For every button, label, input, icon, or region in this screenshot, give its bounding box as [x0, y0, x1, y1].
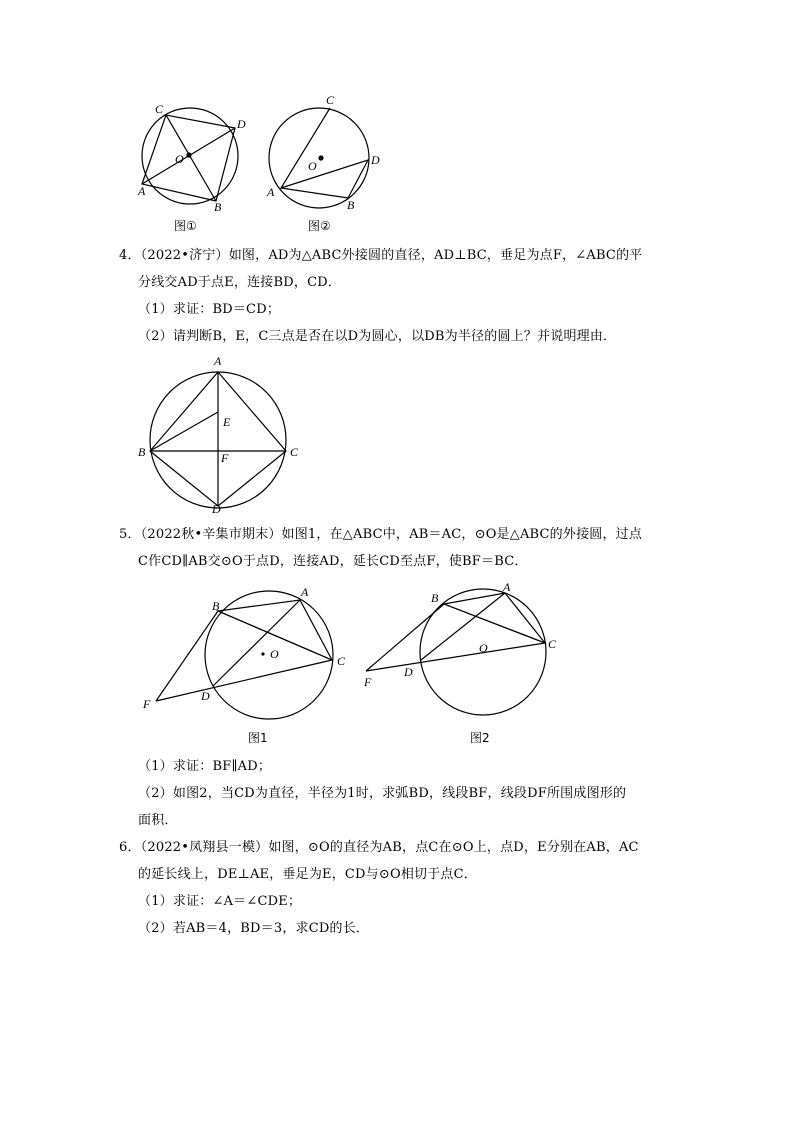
q5-part2-line2: 面积． [138, 813, 178, 828]
figure-caption: 图② [308, 219, 331, 233]
label-A: A [267, 185, 275, 199]
label-D: D [201, 689, 210, 703]
q5-part2-line1: （2）如图2，当CD为直径，半径为1时，求弧BD，线段BF，线段DF所围成图形的 [138, 786, 627, 801]
label-D: D [212, 502, 221, 516]
q6-part1: （1）求证：∠A＝∠CDE； [138, 894, 302, 909]
q5-figure-1 [138, 580, 348, 750]
label-O: O [479, 641, 488, 655]
label-B: B [138, 445, 146, 459]
label-B: B [347, 198, 355, 212]
q5-part1: （1）求证：BF∥AD； [138, 759, 272, 774]
label-C: C [290, 445, 299, 459]
q3-figure-2 [258, 92, 393, 238]
label-F: F [143, 697, 151, 711]
q5-stem-line1: 5．（2022秋•辛集市期末）如图1，在△ABC中，AB＝AC，⊙O是△ABC的外接圆，过点 [119, 527, 643, 542]
q4-part1: （1）求证：BD＝CD； [138, 302, 281, 317]
label-B: B [212, 599, 220, 613]
q6-stem-line1: 6．（2022•凤翔县一模）如图，⊙O的直径为AB，点C在⊙O上，点D，E分别在AB，AC [119, 840, 639, 855]
label-D: D [371, 153, 380, 167]
label-C: C [155, 102, 164, 116]
q4-part2: （2）请判断B，E，C三点是否在以D为圆心，以DB为半径的圆上？并说明理由． [138, 329, 617, 344]
label-A: A [138, 184, 146, 198]
label-F: F [221, 451, 229, 465]
label-C: C [337, 654, 346, 668]
label-A: A [301, 585, 309, 599]
label-C: C [548, 637, 557, 651]
figure-caption: 图2 [470, 731, 490, 745]
label-E: E [223, 415, 231, 429]
q5-figure-2 [358, 580, 568, 750]
q3-figure-1 [130, 98, 260, 238]
q5-stem-line2: C作CD∥AB交⊙O于点D，连接AD，延长CD至点F，使BF＝BC． [138, 554, 528, 569]
label-D: D [404, 665, 413, 679]
label-F: F [364, 675, 372, 689]
q6-stem-line2: 的延长线上，DE⊥AE，垂足为E，CD与⊙O相切于点C． [138, 867, 477, 882]
label-O: O [270, 647, 279, 661]
label-B: B [214, 200, 222, 214]
label-B: B [431, 591, 439, 605]
figure-caption: 图① [174, 219, 197, 233]
q4-stem-line1: 4．（2022•济宁）如图，AD为△ABC外接圆的直径，AD⊥BC，垂足为点F，∠ABC的平 [119, 248, 643, 263]
label-D: D [237, 117, 246, 131]
label-O: O [308, 159, 317, 173]
label-A: A [214, 354, 222, 368]
q6-part2: （2）若AB＝4，BD＝3，求CD的长． [138, 921, 370, 936]
figure-caption: 图1 [248, 731, 268, 745]
q4-stem-line2: 分线交AD于点E，连接BD，CD． [138, 275, 342, 290]
label-O: O [175, 152, 184, 166]
q4-figure [134, 350, 309, 516]
label-A: A [503, 580, 511, 594]
label-C: C [326, 93, 335, 107]
